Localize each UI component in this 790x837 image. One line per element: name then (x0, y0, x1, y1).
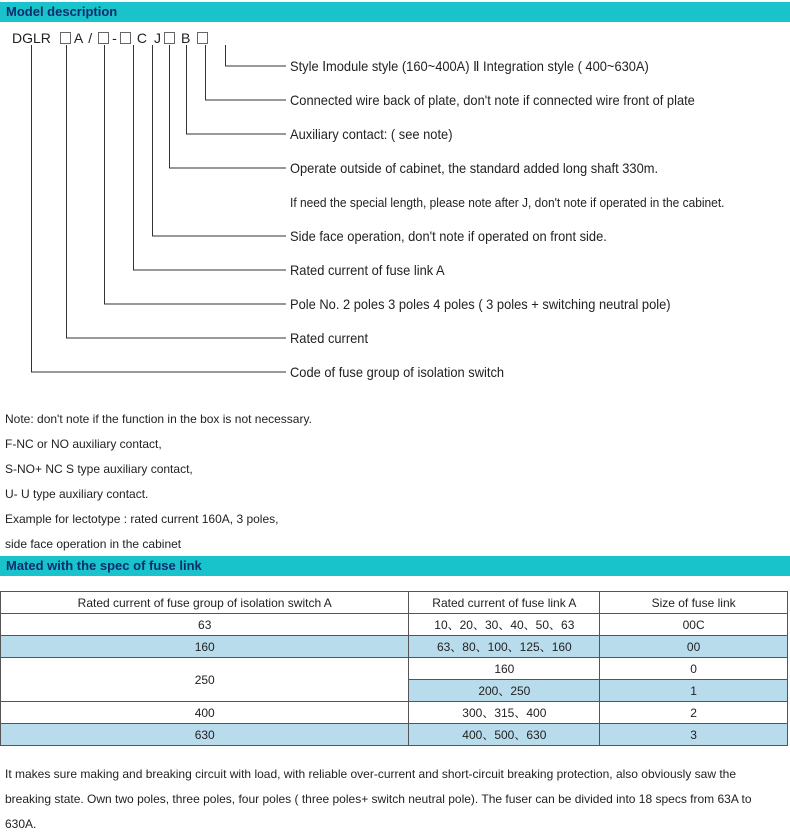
desc-special-length: If need the special length, please note after J, don't note if operated in the cabinet. (290, 195, 725, 210)
table-cell: 2 (600, 702, 788, 724)
desc-code: Code of fuse group of isolation switch (290, 364, 505, 380)
table-cell: 63 (1, 614, 409, 636)
desc-auxiliary-contact: Auxiliary contact: ( see note) (290, 126, 453, 142)
description-paragraph: It makes sure making and breaking circuit with load, with reliable over-current and short-circuit breaking protection, also obviously saw the breaking state. Own two poles, three poles, four poles ( three poles+ switch neutral pole). The fuser can be divided into 18 specs from 63A to 630A. (5, 767, 752, 831)
table-cell: 200、250 (409, 680, 600, 702)
table-cell: 63、80、100、125、160 (409, 636, 600, 658)
note-line: F-NC or NO auxiliary contact, (5, 437, 162, 451)
column-header: Rated current of fuse link A (409, 592, 600, 614)
desc-pole-no: Pole No. 2 poles 3 poles 4 poles ( 3 poles + switching neutral pole) (290, 296, 671, 312)
table-cell: 00 (600, 636, 788, 658)
desc-operate-outside: Operate outside of cabinet, the standard added long shaft 330m. (290, 160, 659, 176)
table-cell: 630 (1, 724, 409, 746)
table-row (1, 636, 788, 658)
code-slash: / (88, 30, 93, 46)
desc-style: Style Ⅰmodule style (160~400A) Ⅱ Integration style ( 400~630A) (290, 58, 649, 74)
column-header: Size of fuse link (600, 592, 788, 614)
table-row (1, 702, 788, 724)
table-header-row (1, 592, 788, 614)
table-cell: 300、315、400 (409, 702, 600, 724)
fuse-link-spec-table (0, 591, 788, 746)
note-line: S-NO+ NC S type auxiliary contact, (5, 462, 193, 476)
note-line: U- U type auxiliary contact. (5, 487, 149, 501)
table-row (1, 614, 788, 636)
table-cell: 1 (600, 680, 788, 702)
table-row (1, 658, 788, 680)
table-row (1, 724, 788, 746)
table-cell: 400、500、630 (409, 724, 600, 746)
code-letter-a: A (73, 30, 84, 46)
desc-side-face: Side face operation, don't note if operated on front side. (290, 228, 607, 244)
table-cell: 250 (1, 658, 409, 702)
note-line: Note: don't note if the function in the box is not necessary. (5, 412, 312, 426)
table-cell: 0 (600, 658, 788, 680)
column-header: Rated current of fuse group of isolation switch A (1, 592, 409, 614)
section-header-model-description: Model description (0, 2, 790, 22)
desc-fuse-link-current: Rated current of fuse link A (290, 262, 445, 278)
table-cell: 10、20、30、40、50、63 (409, 614, 600, 636)
desc-rated-current: Rated current (290, 330, 369, 346)
table-cell: 00C (600, 614, 788, 636)
notes (5, 410, 312, 560)
table-cell: 160 (1, 636, 409, 658)
desc-wire-back: Connected wire back of plate, don't note if connected wire front of plate (290, 92, 695, 108)
code-letter-b: B (180, 30, 191, 46)
code-prefix: DGLR (12, 30, 51, 46)
table-cell: 400 (1, 702, 409, 724)
note-line: Example for lectotype : rated current 160A, 3 poles, (5, 512, 279, 526)
note-line: side face operation in the cabinet (5, 537, 182, 551)
table-cell: 3 (600, 724, 788, 746)
code-dash: - (112, 30, 117, 46)
section-header-fuse-link-spec: Mated with the spec of fuse link (0, 556, 790, 576)
table-cell: 160 (409, 658, 600, 680)
code-letter-j: J (153, 30, 161, 46)
code-letter-c: C (136, 30, 147, 46)
